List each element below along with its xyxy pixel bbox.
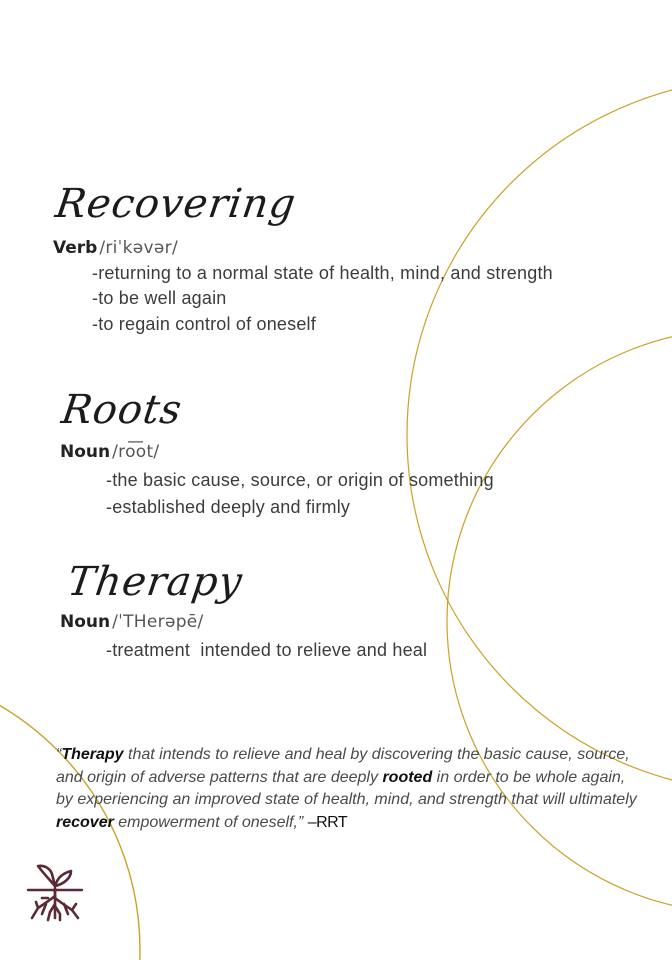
quote-text: empowerment of oneself,” [113,813,308,831]
pronunciation: /ro͞ot/ [112,442,160,462]
quote-text: that intends to relieve and heal by discovering the basic cause, source, and origin of adverse patterns that are deeply [56,746,630,786]
quote-attribution: –RRT [307,813,348,831]
pronunciation: /riˈkəvər/ [99,238,178,258]
quote-open-mark: “ [56,746,62,763]
quote-bold-therapy: Therapy [61,746,124,763]
part-of-speech-line [60,442,159,462]
part-of-speech: Verb [53,238,98,258]
large-circle-outline [407,78,672,792]
definition: -the basic cause, source, or origin of something [106,470,494,490]
part-of-speech-line [53,238,178,258]
definition: -to be well again [92,288,227,308]
quote-bold-rooted: rooted [382,768,433,786]
pronunciation: /ˈTHerəpē/ [112,612,204,632]
part-of-speech: Noun [60,612,111,632]
term-heading: Recovering [52,181,300,227]
quote-bold-recover: recover [56,813,114,831]
quote-block [56,744,646,834]
definition: -to regain control of oneself [92,314,316,334]
definition: -established deeply and firmly [106,497,351,517]
sprout-with-roots-icon [26,862,84,924]
definition: -treatment intended to relieve and heal [106,640,428,660]
term-heading: Therapy [64,559,246,605]
term-heading: Roots [58,387,186,433]
definition: -returning to a normal state of health, mind, and strength [92,263,553,283]
part-of-speech-line [60,612,204,632]
quote-text: in order to be whole again, by experiencing an improved state of health, mind, and strength that will ultimately [56,768,637,808]
part-of-speech: Noun [60,442,111,462]
